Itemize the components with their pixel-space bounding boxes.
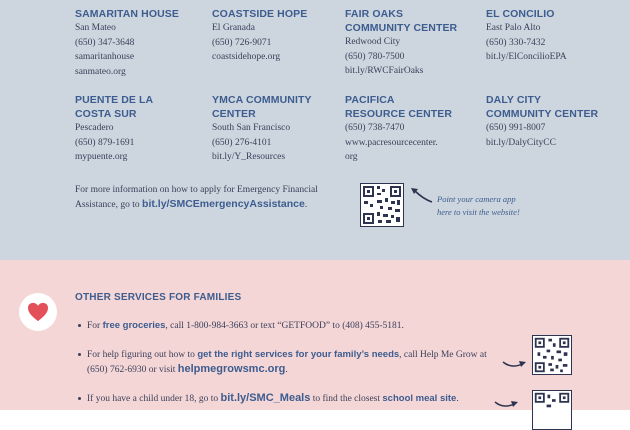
org-website[interactable]: samaritanhouse	[75, 52, 135, 62]
bullet-text: For help figuring out how to	[87, 350, 198, 360]
services-highlight: get the right services for your family’s needs	[197, 349, 400, 360]
emergency-assistance-link[interactable]: bit.ly/SMCEmergencyAssistance	[142, 198, 305, 210]
org-samaritan-house	[75, 7, 179, 79]
org-name: YMCA COMMUNITY CENTER	[212, 94, 312, 120]
org-daly-city	[486, 93, 598, 150]
org-website[interactable]: mypuente.org	[75, 152, 128, 162]
camera-hint-line1: Point your camera app	[437, 194, 516, 204]
qr-code-icon[interactable]	[532, 390, 572, 430]
org-city: El Granada	[212, 23, 255, 33]
org-city: San Mateo	[75, 23, 116, 33]
camera-hint-line2: here to visit the website!	[437, 207, 520, 217]
org-name: COASTSIDE HOPE	[212, 8, 308, 20]
org-phone: (650) 276-4101	[212, 137, 272, 148]
org-puente	[75, 93, 153, 165]
org-city: Redwood City	[345, 37, 401, 47]
org-phone: (650) 738-7470	[345, 123, 405, 133]
org-city: East Palo Alto	[486, 23, 541, 33]
org-website[interactable]: bit.ly/RWCFairOaks	[345, 66, 424, 76]
bullet-dot	[78, 353, 81, 356]
org-phone: (650) 347-3648	[75, 37, 135, 48]
arrow-right-icon	[493, 398, 519, 410]
bullet-text: If you have a child under 18, go to	[87, 394, 221, 404]
school-meal-site-highlight: school meal site	[382, 393, 457, 404]
org-phone: (650) 780-7500	[345, 51, 405, 62]
org-website[interactable]: bit.ly/DalyCityCC	[486, 137, 556, 148]
org-city: Pescadero	[75, 123, 114, 133]
heart-badge	[19, 293, 57, 331]
school-meals-link[interactable]: bit.ly/SMC_Meals	[220, 392, 311, 404]
camera-hint	[437, 193, 520, 219]
bullet-help-me-grow	[78, 348, 487, 377]
org-name: FAIR OAKS COMMUNITY CENTER	[345, 8, 458, 34]
info-text: For more information on how to apply for Emergency Financial Assistance, go to	[75, 185, 318, 210]
org-fair-oaks	[345, 7, 457, 79]
org-name: PUENTE DE LA COSTA SUR	[75, 94, 154, 120]
org-website[interactable]: bit.ly/Y_Resources	[212, 152, 286, 162]
org-name: DALY CITY COMMUNITY CENTER	[486, 94, 599, 120]
org-website-cont[interactable]: sanmateo.org	[75, 66, 126, 77]
org-phone: (650) 330-7432	[486, 37, 546, 48]
org-coastside-hope	[212, 7, 307, 65]
bullet-text: , call Help Me Grow at	[399, 350, 487, 360]
qr-code-icon[interactable]	[360, 183, 404, 227]
curved-arrow-icon	[408, 186, 434, 206]
info-text-end: .	[304, 200, 308, 210]
bullet-dot	[78, 397, 81, 400]
org-website[interactable]: bit.ly/ElConcilioEPA	[486, 52, 567, 62]
org-city: South San Francisco	[212, 123, 291, 133]
bullet-text: to find the closest	[310, 394, 383, 404]
org-phone: (650) 726-9071	[212, 37, 272, 48]
org-ymca	[212, 93, 312, 165]
org-website[interactable]: coastsidehope.org	[212, 52, 281, 62]
org-name: SAMARITAN HOUSE	[75, 8, 179, 20]
emergency-assistance-info	[75, 183, 350, 212]
bullet-text: For	[87, 321, 103, 331]
org-phone: (650) 991-8007	[486, 123, 546, 133]
bullet-text: .	[285, 365, 288, 375]
org-website[interactable]: www.pacresourcecenter.	[345, 137, 438, 148]
bullet-text: , call 1-800-984-3663 or text “GETFOOD” to (408) 455-5181.	[165, 321, 404, 331]
section-title: OTHER SERVICES FOR FAMILIES	[75, 292, 242, 303]
org-name: PACIFICA RESOURCE CENTER	[345, 94, 453, 120]
groceries-link[interactable]: free groceries	[102, 320, 166, 331]
bullet-text: (650) 762-6930 or visit	[87, 365, 178, 375]
org-pacifica	[345, 93, 452, 165]
org-el-concilio	[486, 7, 567, 65]
bullet-dot	[78, 324, 81, 327]
qr-code-icon[interactable]	[532, 335, 572, 375]
help-me-grow-link[interactable]: helpmegrowsmc.org	[177, 363, 286, 375]
bullet-school-meals	[78, 391, 459, 406]
org-name: EL CONCILIO	[486, 8, 555, 20]
org-website-cont[interactable]: org	[345, 152, 358, 162]
arrow-right-icon	[501, 356, 527, 370]
org-phone: (650) 879-1691	[75, 137, 135, 148]
heart-icon	[27, 302, 49, 322]
bullet-text: .	[456, 394, 459, 404]
bullet-groceries	[78, 319, 404, 333]
